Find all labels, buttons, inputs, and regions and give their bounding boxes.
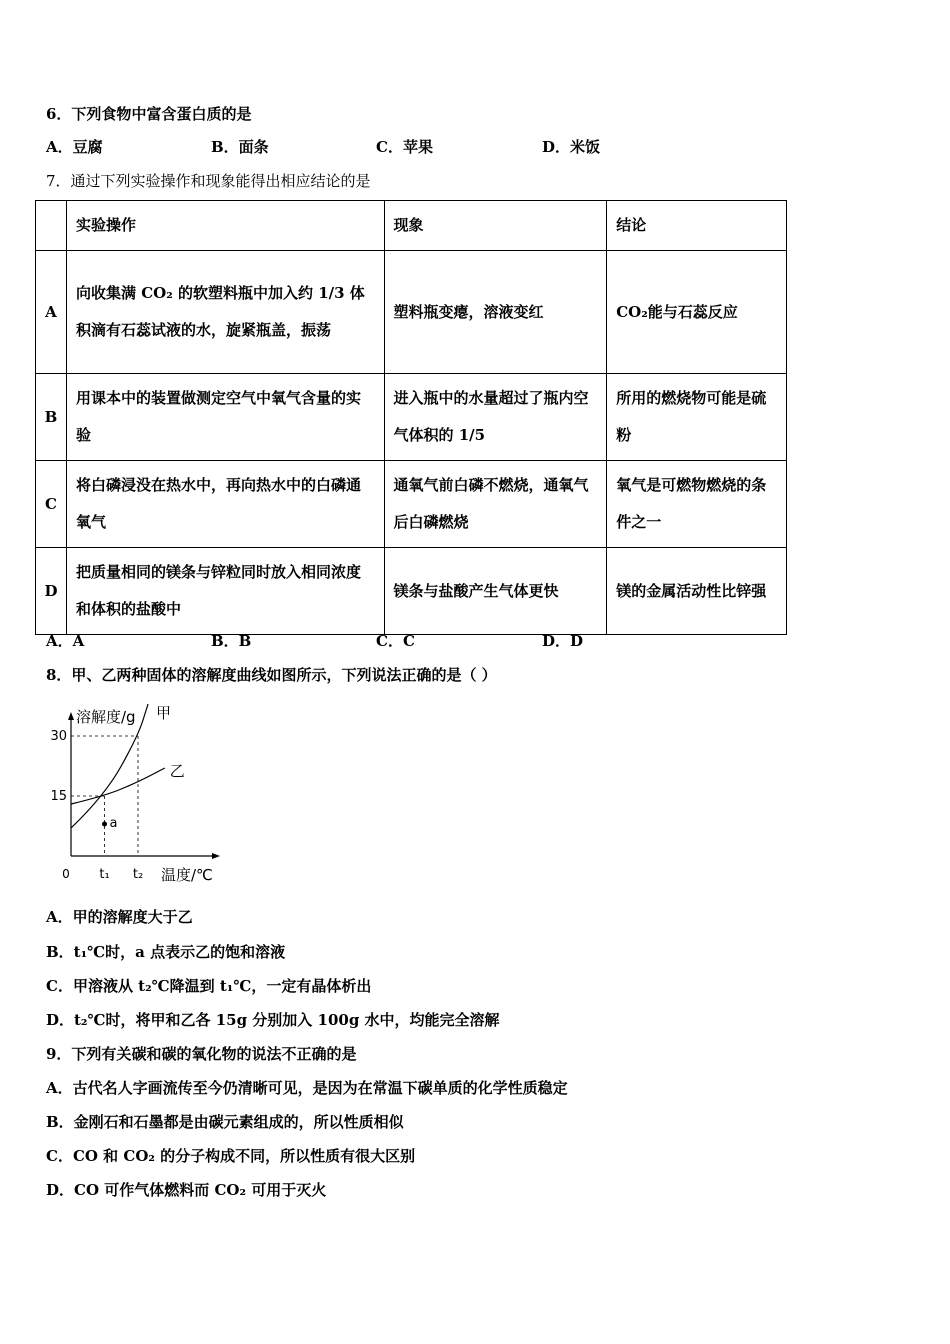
row-phenomenon: 进入瓶中的水量超过了瓶内空气体积的 1/5 (384, 374, 607, 461)
row-operation: 将白磷浸没在热水中，再向热水中的白磷通氧气 (66, 461, 384, 548)
q7-header-phenomenon: 现象 (384, 201, 607, 251)
table-row (36, 251, 787, 374)
row-conclusion: 镁的金属活动性比锌强 (607, 548, 787, 635)
row-operation: 向收集满 CO₂ 的软塑料瓶中加入约 1/3 体积滴有石蕊试液的水，旋紧瓶盖，振荡 (66, 251, 384, 374)
q6-option-c[interactable]: C．苹果 (376, 138, 433, 156)
q9-option-b[interactable]: B．金刚石和石墨都是由碳元素组成的，所以性质相似 (46, 1113, 404, 1131)
row-operation: 把质量相同的镁条与锌粒同时放入相同浓度和体积的盐酸中 (66, 548, 384, 635)
q7-table (35, 200, 787, 635)
row-operation: 用课本中的装置做测定空气中氧气含量的实验 (66, 374, 384, 461)
point-a-label: a (109, 816, 118, 831)
origin-label: 0 (62, 867, 70, 881)
y-tick-label: 15 (50, 789, 67, 804)
x-tick-label: t₂ (132, 867, 144, 882)
q6-option-d[interactable]: D．米饭 (542, 138, 601, 156)
q7-stem: 7．通过下列实验操作和现象能得出相应结论的是 (46, 172, 371, 190)
row-phenomenon: 镁条与盐酸产生气体更快 (384, 548, 607, 635)
row-conclusion: 所用的燃烧物可能是硫粉 (607, 374, 787, 461)
q6-options (46, 136, 746, 156)
q8-stem: 8．甲、乙两种固体的溶解度曲线如图所示，下列说法正确的是（ ） (46, 666, 497, 684)
q8-option-d[interactable]: D．t₂℃时，将甲和乙各 15g 分别加入 100g 水中，均能完全溶解 (46, 1011, 500, 1029)
row-phenomenon: 通氧气前白磷不燃烧，通氧气后白磷燃烧 (384, 461, 607, 548)
q8-option-a[interactable]: A．甲的溶解度大于乙 (46, 908, 193, 926)
x-axis-arrow (212, 853, 220, 859)
series-label: 甲 (156, 704, 172, 722)
row-conclusion: 氧气是可燃物燃烧的条件之一 (607, 461, 787, 548)
q9-option-a[interactable]: A．古代名人字画流传至今仍清晰可见，是因为在常温下碳单质的化学性质稳定 (46, 1079, 568, 1097)
row-label: B (36, 374, 67, 461)
q7-option-d[interactable]: D．D (542, 632, 584, 650)
table-row (36, 374, 787, 461)
x-axis-label: 温度/℃ (161, 866, 213, 884)
table-row (36, 461, 787, 548)
q7-option-a[interactable]: A．A (46, 632, 85, 650)
q7-header-label (36, 201, 67, 251)
row-label: C (36, 461, 67, 548)
x-tick-label: t₁ (99, 867, 110, 882)
q7-option-c[interactable]: C．C (376, 632, 415, 650)
q9-stem: 9．下列有关碳和碳的氧化物的说法不正确的是 (46, 1045, 357, 1063)
table-row (36, 548, 787, 635)
row-phenomenon: 塑料瓶变瘪，溶液变红 (384, 251, 607, 374)
y-tick-label: 30 (50, 729, 67, 744)
y-axis-arrow (68, 712, 74, 720)
q9-option-d[interactable]: D．CO 可作气体燃料而 CO₂ 可用于灭火 (46, 1181, 327, 1199)
q7-header-operation: 实验操作 (66, 201, 384, 251)
q8-option-b[interactable]: B．t₁℃时，a 点表示乙的饱和溶液 (46, 943, 286, 961)
q6-option-a[interactable]: A．豆腐 (46, 138, 103, 156)
q7-options (46, 630, 746, 650)
point-a-marker (102, 822, 107, 827)
solubility-chart (40, 700, 240, 890)
row-label: A (36, 251, 67, 374)
q7-header-conclusion: 结论 (607, 201, 787, 251)
q9-option-c[interactable]: C．CO 和 CO₂ 的分子构成不同，所以性质有很大区别 (46, 1147, 416, 1165)
row-label: D (36, 548, 67, 635)
series-label: 乙 (169, 762, 185, 780)
row-conclusion: CO₂能与石蕊反应 (607, 251, 787, 374)
q7-option-b[interactable]: B．B (211, 632, 252, 650)
q6-option-b[interactable]: B．面条 (211, 138, 269, 156)
q6-stem: 6．下列食物中富含蛋白质的是 (46, 105, 252, 123)
q8-option-c[interactable]: C．甲溶液从 t₂℃降温到 t₁℃，一定有晶体析出 (46, 977, 372, 995)
y-axis-label: 溶解度/g (76, 708, 136, 726)
series-line-yi (71, 768, 165, 804)
